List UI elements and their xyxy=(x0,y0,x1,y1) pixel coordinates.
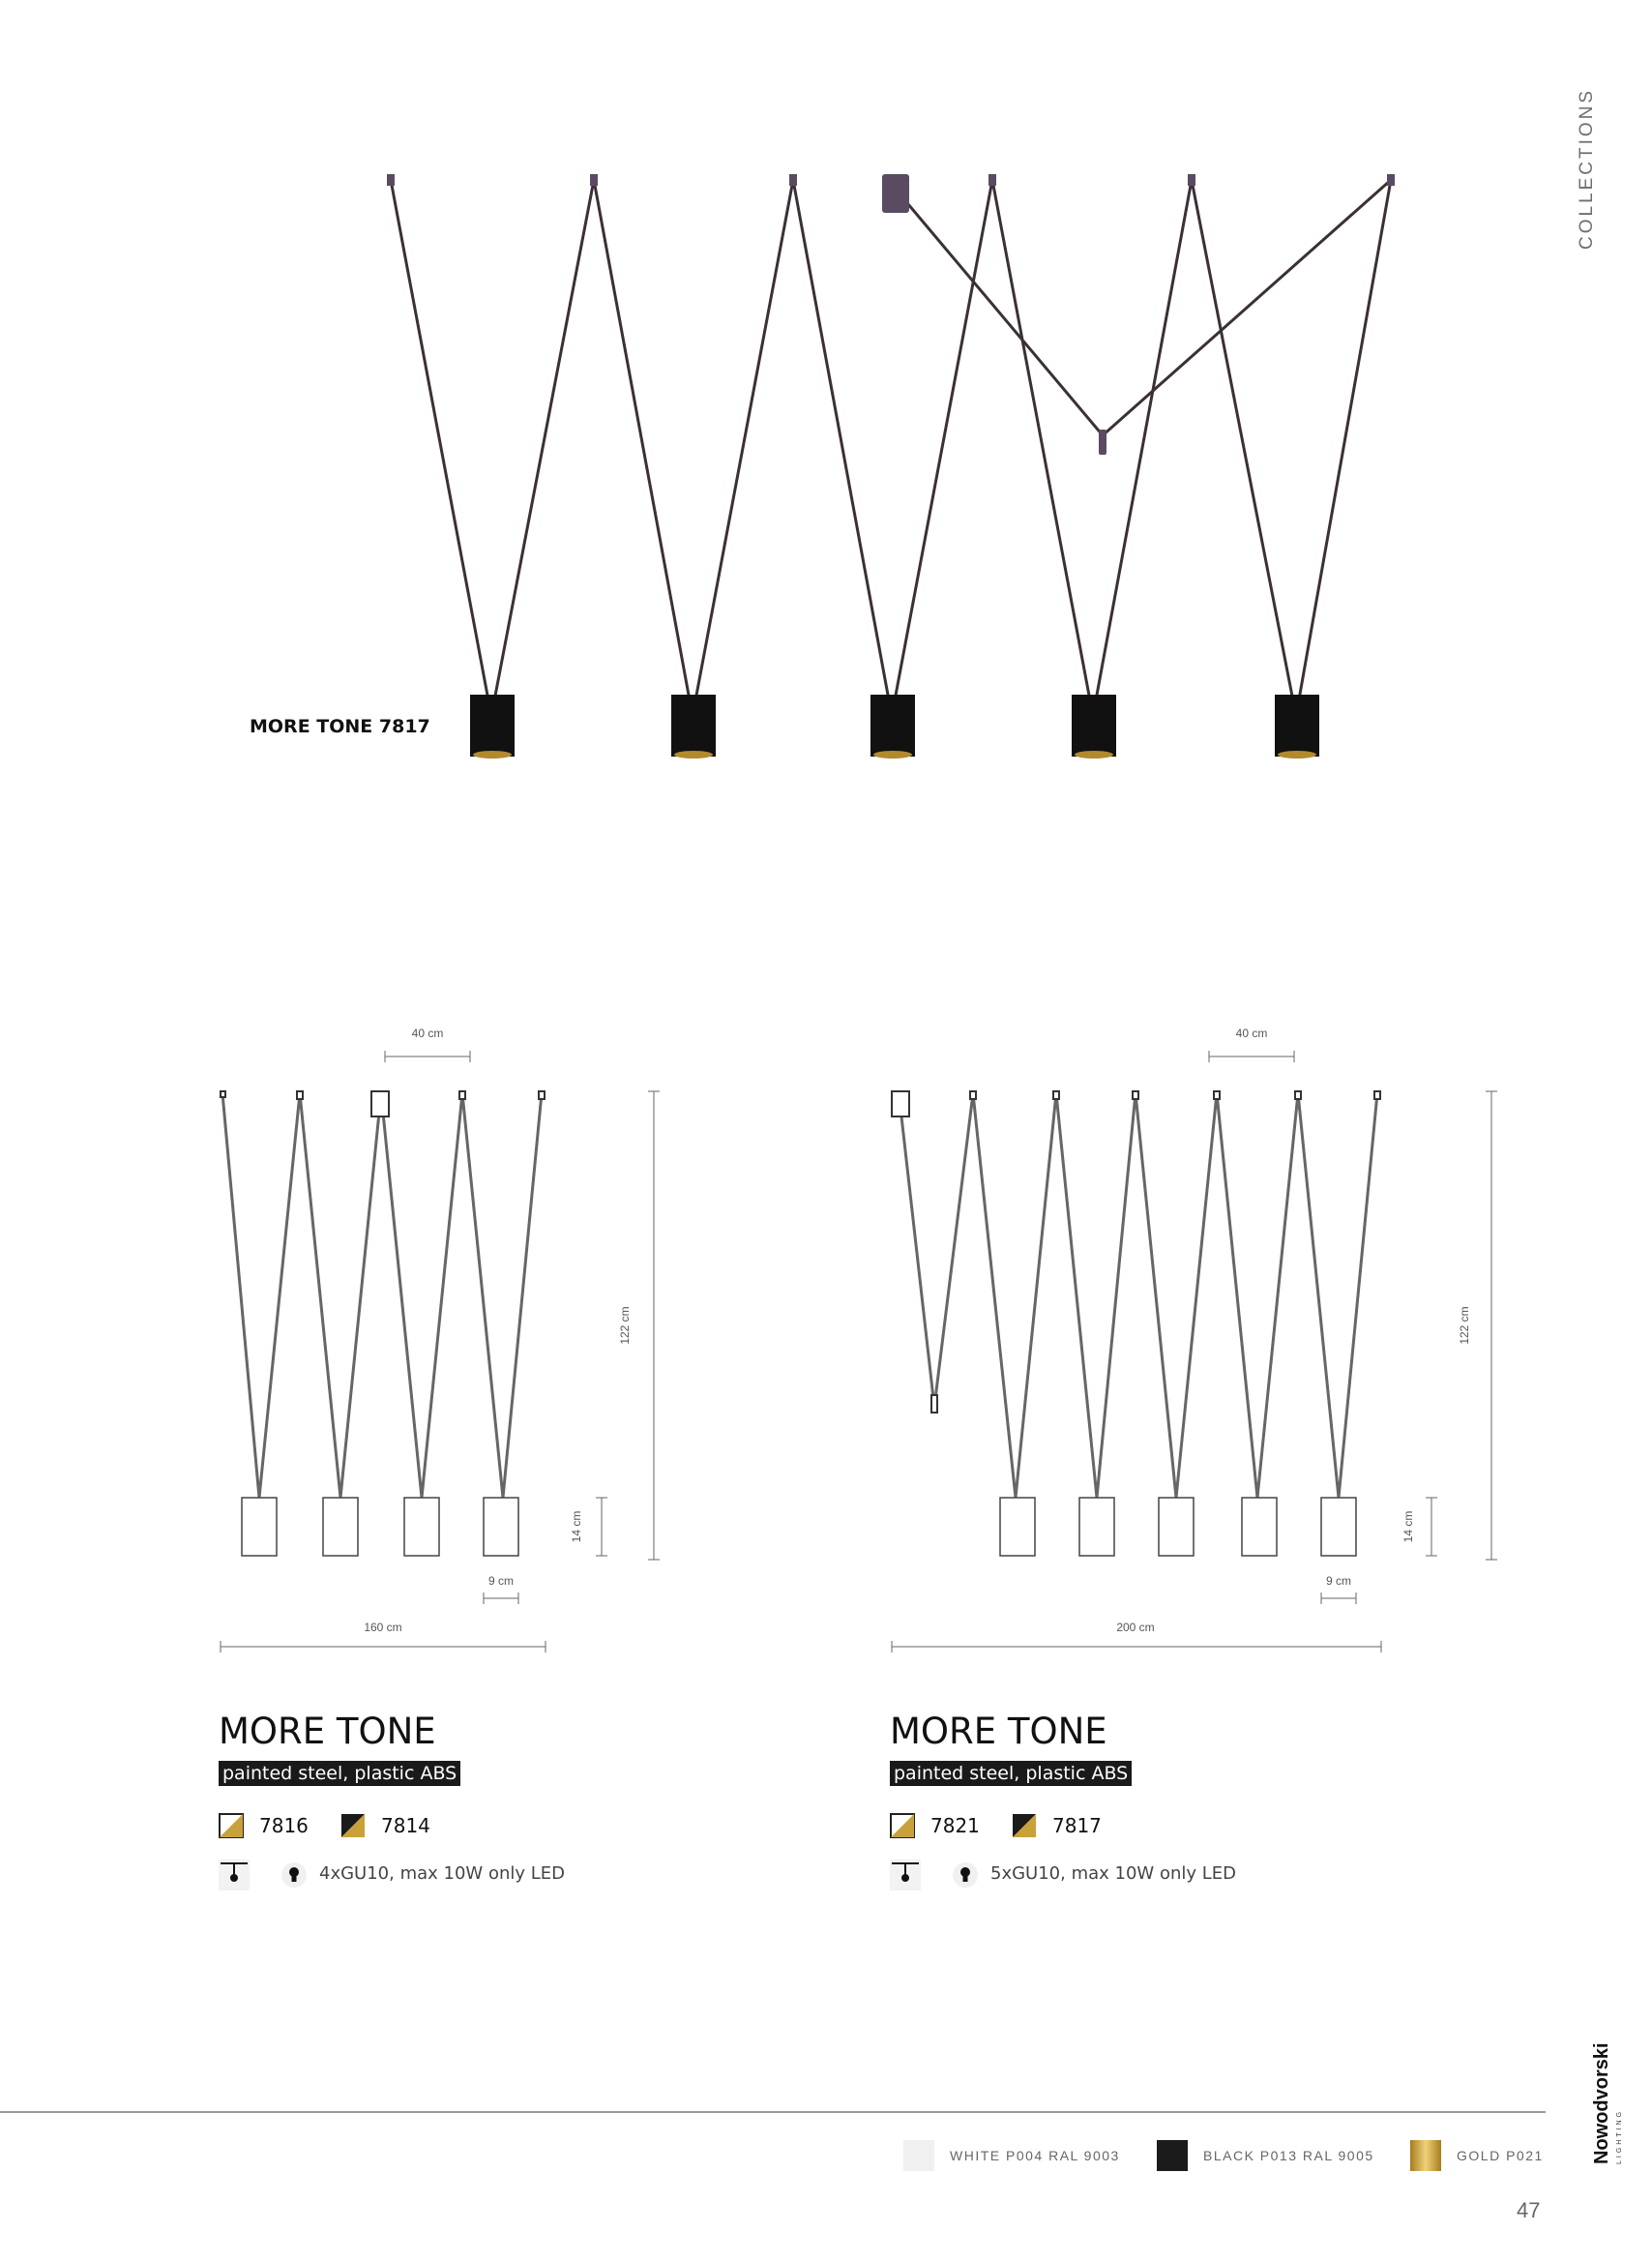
product-title-right: MORE TONE xyxy=(890,1711,1107,1752)
dim-total-width-left: 160 cm xyxy=(364,1621,402,1634)
collections-side-label: COLLECTIONS xyxy=(1577,87,1597,250)
white-gold-icon xyxy=(219,1813,244,1838)
bulb-icon xyxy=(952,1861,979,1889)
page-number: 47 xyxy=(1517,2198,1541,2222)
brand-sub: LIGHTING xyxy=(1616,2108,1623,2164)
pendant-mount-icon xyxy=(219,1860,250,1890)
product-code: 7816 xyxy=(259,1814,309,1837)
product-code: 7817 xyxy=(1052,1814,1102,1837)
hero-caption: MORE TONE 7817 xyxy=(250,716,430,737)
hero-product-image xyxy=(329,135,1451,774)
dim-height-right: 122 cm xyxy=(1458,1306,1471,1345)
product-code: 7814 xyxy=(381,1814,430,1837)
code-row-left xyxy=(219,1813,509,1842)
technical-drawing-right xyxy=(870,1016,1509,1674)
legend-swatch-white xyxy=(903,2140,934,2171)
brand-name: Nowodvorski xyxy=(1591,2042,1612,2164)
product-code: 7821 xyxy=(930,1814,980,1837)
hero-shades xyxy=(470,695,1319,759)
black-gold-icon xyxy=(340,1813,366,1838)
footer-divider xyxy=(0,2111,1546,2113)
material-badge-left: painted steel, plastic ABS xyxy=(219,1761,460,1786)
dim-shade-height-left: 14 cm xyxy=(570,1510,583,1543)
dim-top-right: 40 cm xyxy=(1235,1027,1268,1040)
white-gold-icon xyxy=(890,1813,915,1838)
spec-row-left xyxy=(219,1860,605,1892)
dim-shade-width-right: 9 cm xyxy=(1325,1574,1352,1588)
black-gold-icon xyxy=(1012,1813,1037,1838)
legend-label-white: WHITE P004 RAL 9003 xyxy=(950,2148,1120,2163)
brand-logo xyxy=(1578,2027,1637,2182)
technical-drawing-left xyxy=(203,1016,687,1674)
dim-shade-width-left: 9 cm xyxy=(487,1574,515,1588)
material-badge-right: painted steel, plastic ABS xyxy=(890,1761,1132,1786)
dim-total-width-right: 200 cm xyxy=(1116,1621,1155,1634)
code-row-right xyxy=(890,1813,1180,1842)
spec-row-right xyxy=(890,1860,1277,1892)
spec-text: 5xGU10, max 10W only LED xyxy=(990,1863,1236,1884)
dim-top-left: 40 cm xyxy=(411,1027,444,1040)
spec-text: 4xGU10, max 10W only LED xyxy=(319,1863,565,1884)
legend-swatch-black xyxy=(1157,2140,1188,2171)
legend-label-gold: GOLD P021 xyxy=(1457,2148,1544,2163)
legend-swatch-gold xyxy=(1410,2140,1441,2171)
dim-shade-height-right: 14 cm xyxy=(1401,1510,1415,1543)
product-title-left: MORE TONE xyxy=(219,1711,436,1752)
bulb-icon xyxy=(280,1861,308,1889)
pendant-mount-icon xyxy=(890,1860,921,1890)
dim-height-left: 122 cm xyxy=(618,1306,632,1345)
legend-label-black: BLACK P013 RAL 9005 xyxy=(1203,2148,1374,2163)
